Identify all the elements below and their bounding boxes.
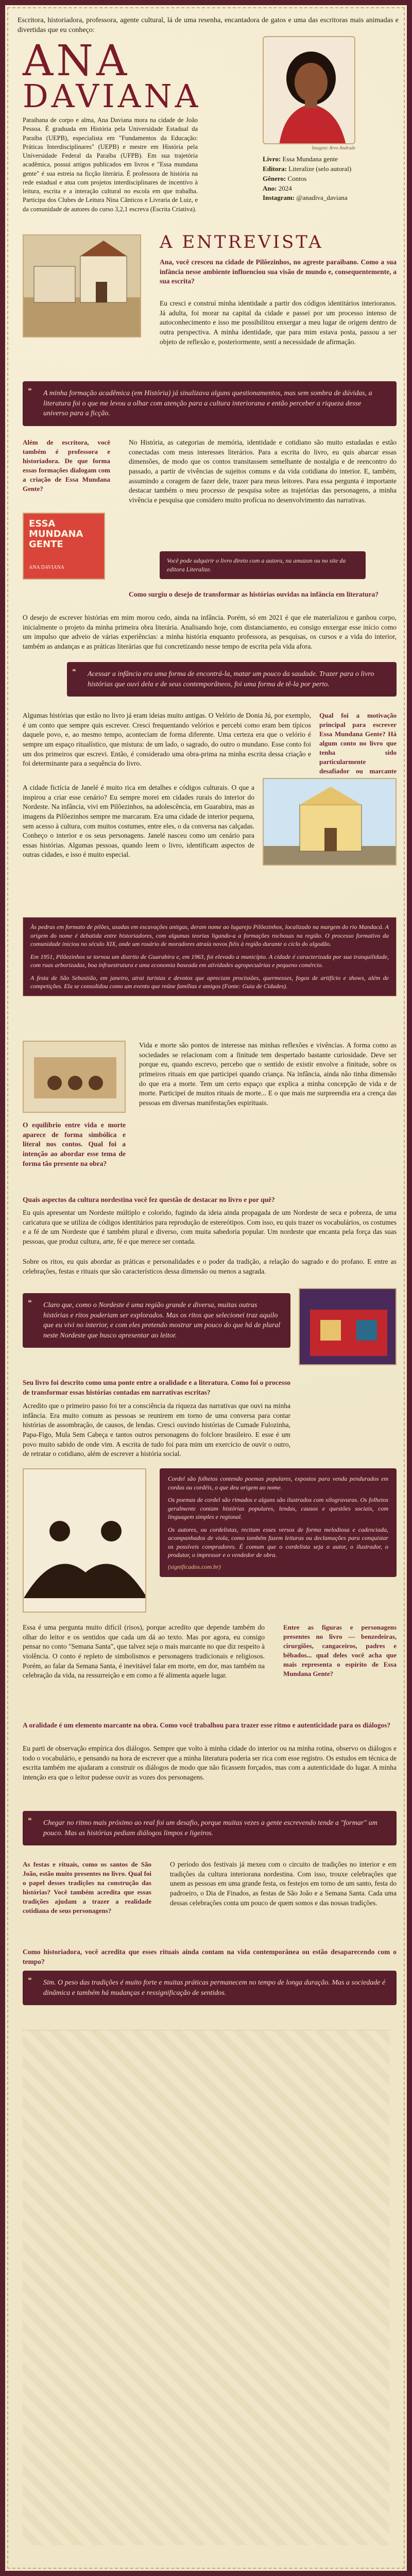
book-title-value: Essa Mundana gente	[282, 155, 338, 163]
quote-icon: ❝	[28, 1977, 32, 1985]
answer-6: Eu quis apresentar um Nordeste múltiplo e colorido, fugindo da ideia ainda propagada de um Nordeste de seca e pobreza, de uma caricatura que se utiliza de códigos identitários para reprodução de estereótipos. Com isso, eu quis trazer os vocabulários, os costumes e a fé de um Nordeste que é também plural e diverso, com muita sabedoria popular. Um nordeste que encanta pela força das suas pessoas, que produz cultura, arte, fé e que merece ser contada.	[23, 1209, 397, 1245]
answer-1: Eu cresci e construí minha identidade a partir dos códigos identitários interioranos. Já adulta, foi morar na capital da cidade e passei por um processo intenso de autoconhecimento e isso me possibilitou enxergar a meu lugar de origem dentro de outra perspectiva. A minha identidade, que para mim estava posta, passou a ser objeto de reflexão e, posteriormente, senti a necessidade de afirmação.	[160, 299, 397, 346]
hero-title	[23, 37, 201, 115]
answer-6b: Sobre os ritos, eu quis abordar as práticas e personalidades e o poder da tradição, a relação do sagrado e do profano. E entre as celebrações, festas e rituais que são característicos dessa dimensão ou menos a sagrada.	[23, 1258, 397, 1275]
genre-value: Contos	[287, 174, 307, 182]
answer-9: O período dos festivais já mexeu com o circuito de tradições no interior e em tradições da cultura interiorana nordestina. Com isso, trouxe celebrações que unem as pessoas em uma grande festa, os festejos em torno de um santo, festa do padroeiro, o Dia de Finados, as festas de São João e a Semana Santa. Cada uma dessas celebrações conta um pouco de quem somos e das nossas tradições.	[170, 1860, 397, 1907]
quote-icon: ❝	[28, 387, 32, 395]
question-1: Ana, você cresceu na cidade de Pilõezinhos, no agreste paraibano. Como a sua infância nesse ambiente influenciou sua visão de mundo e, consequentemente, a sua escrita?	[160, 258, 397, 285]
year-label: Ano:	[263, 184, 277, 192]
pull-quote-4: ❝ Chegar no ritmo mais próximo ao real foi um desafio, porque muitas vezes a gente escrevendo tende a "formar" um pouco. Mas as histórias pediam diálogos limpos e ligeiros.	[23, 1811, 397, 1845]
answer-8: A oralidade é um elemento marcante na obra. Como você trabalhou para trazer esse ritmo e autenticidade para os diálogos?	[23, 1721, 391, 1729]
question-9: As festas e rituais, como os santos de São João, estão muito presentes no livro. Qual foi o papel desses tradições na construção das histórias? Você também acredita que essas tradições ajudam a trazer a realidade cotidiana de seus personagens?	[23, 1860, 151, 1914]
publisher-value: Literalize (selo autoral)	[288, 164, 352, 173]
history-notes	[23, 917, 397, 996]
answer-2: No História, as categorias de memória, identidade e cotidiano são muito estudadas e estão conectadas com meus interesses literários. Para a escrita do livro, eu quis abarcar essas dimensões, de modo que os contos transitassem semelhante de nostalgia e de reencontro do passado, a partir de vivências de sujeitos comuns e da vida cotidiana do interior. E, também, assumindo a coragem de fazer dele, trazer para meus leitores. Para essa pergunta é importante destacar também o meu processo de pesquisa sobre as trajetórias das personagens, a minha vivência e pesquisa que considero muito profícua no desenvolvimento das narrativas.	[129, 438, 397, 504]
church-illustration	[264, 779, 397, 866]
cordel-note-3: Os autores, ou cordelistas, recitam esses versos de forma melodiosa e cadenciada, acompanhados de viola, como também fazem leituras ou declamações para conquistar os possíveis compradores. É comum que o cordelista seja o autor, o ilustrador, o produtor, o impressor e o vendedor de obra.	[168, 1526, 388, 1559]
answer-3b: Algumas histórias que estão no livro já eram ideias muito antigas. O Velório de Donia Jú, por exemplo, é um conto que sempre quis escrever. Cresci frequentando velórios e percebi como eram bem típicos daquele povo, e, ao mesmo tempo, aconteciam de forma diferente. Uma certeza era que o velório é sempre um espaço ritualístico, que mistura: de um lado, o sagrado, do outro o mundano. Esse conto foi um dos primeiros que escrevi. Então, é considerado uma obra-prima na minha escrita dessa criação e foi determinante para a sequência do livro.	[23, 711, 311, 768]
pull-quote-3: ❝ Claro que, como o Nordeste é uma região grande e diversa, muitas outras histórias e ritos poderiam ser explorados. Mas os ritos que selecionei traz aquilo que eu vivi no interior, e com eles pretendo mostrar um pouco do que há de plural neste Nordeste que busco apresentar ao leitor.	[23, 1293, 290, 1348]
genre-label: Gênero:	[263, 174, 286, 182]
town-illustration	[24, 235, 141, 337]
festival-illustration	[300, 1289, 397, 1365]
book-info	[263, 155, 397, 203]
name-line1: ANA	[23, 37, 130, 86]
answer-5: Vida e morte são pontos de interesse nas minhas reflexões e vivências. A forma como as sociedades se relacionam com a finitude tem despertado bastante curiosidade. Deve ser porque eu, quando escrevo, percebo que o sentido de existir envolve a finitude, sobre os primeiros rituais em que participei quando criança. Na infância, ainda não tinha dimensão do que era a morte. Tem um certo espaço que explica a minha concepção de vida e de morte. Participei de muitos rituais de morte... E o que mais me surpreendia era a crença das pessoas em diversas manifestações espirituais.	[139, 1041, 397, 1107]
cordel-photo	[23, 1468, 146, 1613]
cordel-note-1: Cordel são folhetos contendo poemas populares, expostos para venda pendurados em cordas ou cordéis, o que deu origem ao nome.	[168, 1475, 388, 1491]
answer-7b: Essa é uma pergunta muito difícil (risos), porque acredito que depende também do olhar do leitor e os sentidos que cada um dá ao texto. Mas por agora, eu consigo pensar no conto "Semana Santa", que talvez seja o mais marcante no que diz respeito à violência. O conto é repleto de simbolismos e personagens tradicionais e religiosos. Porém, ao falar da Semana Santa, é inevitável falar em morte, em dor, mas também na celebração da vida, na ressurreição e em como a fé alimenta aquele lugar.	[23, 1623, 265, 1680]
intro-text: Escritora, historiadora, professora, agente cultural, lá de uma resenha, encantadora de gatos e uma das escritoras mais animadas e divertidas que eu conheço:	[18, 16, 399, 35]
question-7: Seu livro foi descrito como uma ponte entre a oralidade e a literatura. Como foi o processo de transformar essas histórias contadas em narrativas escritas?	[23, 1379, 290, 1396]
quote-icon: ❝	[28, 1299, 32, 1307]
pull-quote-2: ❝ Acessar a infância era uma forma de encontrá-la, matar um pouco da saudade. Trazer para o livro histórias que ouvi dela e de seus contemporâneos, foi uma forma de tê-la por perto.	[67, 662, 397, 697]
author-portrait	[263, 36, 355, 150]
festival-photo	[299, 1288, 397, 1365]
cordel-note-2: Os poemas de cordel são rimados e alguns são ilustrados com xilogravuras. Os folhetos geralmente contam histórias populares, lendas, causos e questões sociais, com linguagem simples e regional.	[168, 1496, 388, 1521]
pull-quote-1: ❝ A minha formação acadêmica (em História) já sinalizava alguns questionamentos, mas sem sombra de dúvidas, a literatura foi o que me levou a olhar com atenção para a cultura interiorana e então perceber a riqueza desse universo para a ficção.	[23, 381, 397, 426]
book-cover-title: ESSA MUNDANA GENTE	[29, 518, 83, 550]
history-note-3: A festa de São Sebastião, em janeiro, atrai turistas e devotos que apreciam procissões, quermesses, fogos de artifício e shows, além de competições. Ela se consolidou como um evento que reúne famílias e amigos (Fonte: Guia de Cidades).	[30, 974, 389, 990]
quote-icon: ❝	[28, 1817, 32, 1825]
quote-icon: ❝	[72, 668, 76, 676]
procession-photo	[23, 1041, 126, 1113]
publisher-label: Editora:	[263, 164, 287, 173]
instagram-link[interactable]: @anadiva_daviana	[296, 194, 348, 202]
portrait-illustration	[264, 37, 355, 144]
book-cover-author: ANA DAVIANA	[29, 565, 64, 571]
question-3: Como surgiu o desejo de transformar as histórias ouvidas na infância em literatura?	[129, 590, 379, 598]
name-line2: DAVIANA	[23, 77, 201, 115]
book-title-label: Livro:	[263, 155, 281, 163]
history-note-2: Em 1951, Pilõezinhos se tornou um distrito de Guarabira e, em 1963, foi elevado a município. A cidade é caracterizada por sua tranquilidade, com ruas arborizadas, boa infraestrutura e uma economia baseada em atividades agropecuárias e pequeno comércio.	[30, 953, 389, 969]
hero-bio: Paraibana de corpo e alma, Ana Daviana mora na cidade de João Pessoa. É graduada em História pela Universidade Estadual da Paraíba (UEPB), especialista em "Fundamentos da Educação: Práticas Interdisciplinares" (UEPB) e mestre em História pela Universidade Federal da Paraíba (UFPB). Em sua trajetória acadêmica, possui artigos publicados em livros e "Essa mundana gente" é sua estreia na ficção literária. É professora de história na rede estadual e atua com projetos interdisciplinares de incentivo à leitura, escrita e a interação cultural no escola em que trabalha. Participa dos Clubes de Leitura Nina Cânticos e Livraria de Luiz, e da comunidade de autores do curso 3,2,1 escreva (Escrita Criativa).	[23, 116, 198, 213]
portrait-caption: Imagem: Arvo Andrade	[312, 145, 355, 150]
cordel-illustration	[24, 1469, 146, 1613]
buy-note: Você pode adquirir o livro direto com a autora, na amazon ou no site da editora Literalize.	[160, 551, 366, 579]
procession-illustration	[24, 1042, 126, 1113]
church-photo	[263, 778, 397, 866]
question-6: Quais aspectos da cultura nordestina você fez questão de destacar no livro e por quê?	[23, 1196, 275, 1204]
cordel-note-source: (significados.com.br)	[168, 1563, 221, 1570]
question-8: Entre as figuras e personagens presentes no livro — benzedeiras, cirurgiões, cangaceiros, padres e bêbados... qual deles você acha que mais representa o espírito de Essa Mundana Gente?	[283, 1623, 397, 1677]
town-photo	[23, 234, 141, 337]
book-cover	[23, 513, 105, 580]
answer-8b: Eu parti de observação empírica dos diálogos. Sempre que volto à minha cidade do interior ou na minha rotina, observo os diálogos e todo o vocabulário, e pensando na hora de escrever que a minha literatura poderia ser rica com esse registro. Os estudos em técnica de escrita também me ajudaram a construir os diálogos de modo que não ficassem forçados, mas com a autenticidade do lugar. A minha intenção era que o leitor pudesse ouvir as vozes dos personagens.	[23, 1744, 397, 1781]
question-10: Como historiadora, você acredita que esses rituais ainda contam na vida contemporânea ou estão desaparecendo com o tempo?	[23, 1948, 397, 1965]
instagram-label: Instagram:	[263, 194, 295, 202]
year-value: 2024	[278, 184, 292, 192]
answer-4: A cidade fictícia de Janelé é muito rica em detalhes e códigos culturais. O que a inspirou a criar esse cenário? Eu sempre morei em cidades rurais do interior do Nordeste. Na infância, vivi em Pilõezinhos, na adolescência, em Guarabira, mas as imagens da Pilõezinhos sempre me marcaram. Era uma cidade de interior pequena, sem acesso à cultura, com muitos costumes, entre eles, o da conversa nas calçadas. Conheço o interior e os seus personagens. Janelé nasceu como um cenário para essas histórias. Algumas pessoas, quando leem o livro, identificam aspectos de outras cidades, e isso é muito especial.	[23, 784, 254, 859]
answer-7: Acredito que o primeiro passo foi ter a consciência da riqueza das narrativas que ouvi na minha infância. Era muito comum as pessoas se reunirem em torno de uma conversa para contar histórias de assombração, de causos, de lendas. Cresci ouvindo histórias de Cumade Fulozinha, Papa-Figo, Mula Sem Cabeça e tantos outros personagens do folclore brasileiro. E esse é um povo muito sabido de onde vim. A escrita de tudo foi para mim um exercício de ouvir o outro, de retratar o cotidiano, além de escrever a história social.	[23, 1402, 290, 1458]
history-note-1: Às pedras em formato de pilões, usadas em escavações antigas, deram nome ao lugarejo Pilõezinhos, localizado na margem do rio Mandacá. A origem do nome é debatida entre historiadores, com algumas teorias ligando-a a formações rochosas na região. O processo formativo da comunidade iniciou no século XIX, onde um rosário de moradores atraía novos fiéis à região durante o ciclo do algodão.	[30, 923, 389, 948]
question-5: O equilíbrio entre vida e morte aparece de forma simbólica e literal nos contos. Qual foi a intenção ao abordar esse tema de forma tão presente na obra?	[23, 1121, 126, 1167]
cordel-notes	[160, 1468, 397, 1577]
pull-quote-5: ❝ Sim. O peso das tradições é muito forte e muitas práticas permanecem no tempo de longa duração. Mas a sociedade é dinâmica e também há mudanças e ressignificação de sentidos.	[23, 1971, 397, 2005]
footer-decoration	[23, 2030, 389, 2545]
question-2: Além de escritora, você também é professora e historiadora. De que forma essas formações dialogam com a criação de Essa Mundana Gente?	[23, 438, 110, 493]
question-4: Qual foi a motivação principal para escrever Essa Mundana Gente? Há algum conto no livro que tenha sido particularmente desafiador ou marcante	[319, 711, 397, 775]
interview-heading: A ENTREVISTA	[160, 232, 323, 252]
answer-3: O desejo de escrever histórias em mim morou cedo, ainda na infância. Porém, só em 2021 é que ele materializou e ganhou corpo, inicialmente o projeto da minha primeira obra literária. Analisando hoje, com distanciamento, eu consigo enxergar esse início como um impulso que adveio de várias experiências: a minha história enquanto professora, as pesquisas, os cursos e a vida do interior, também as andanças e as práticas literárias que fui concretizando nesse tempo de escrita pela vida afora.	[23, 614, 397, 650]
